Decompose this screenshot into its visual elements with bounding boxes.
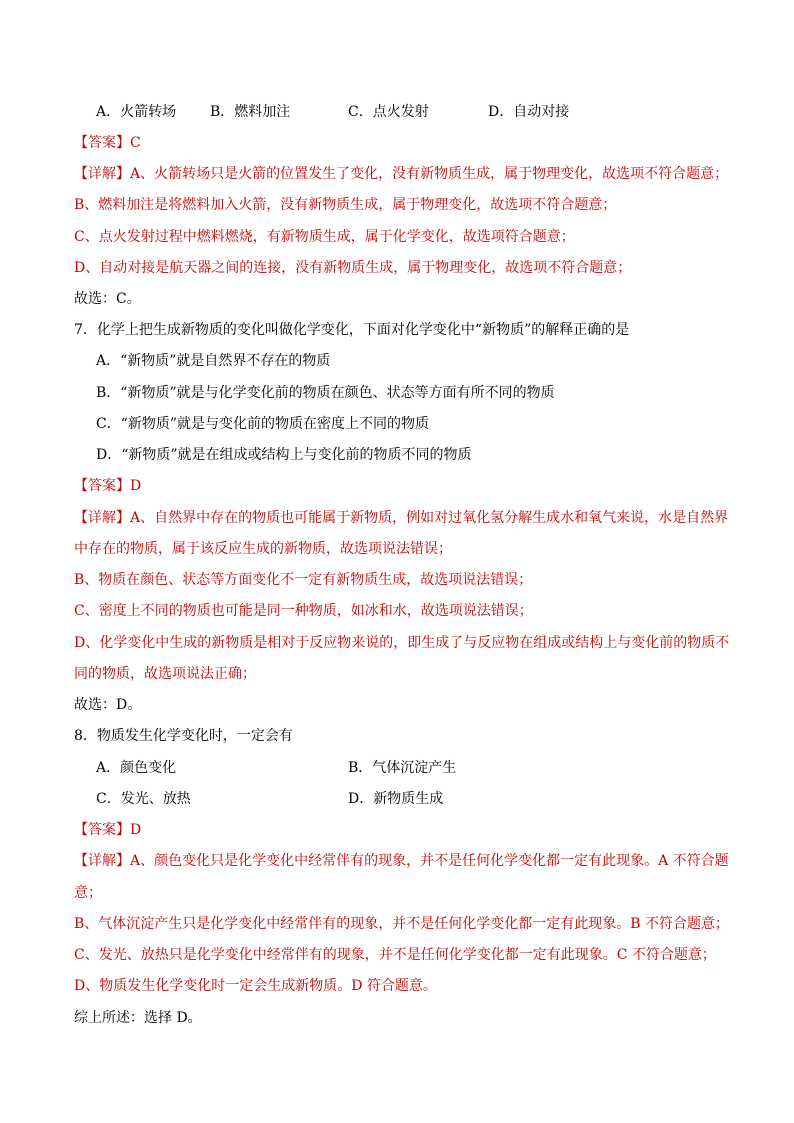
q6-conclusion: 故选：C。 (74, 291, 141, 307)
detail-tag: 【详解】 (74, 853, 130, 869)
q8-answer (74, 820, 141, 840)
q7-detail-line: 中存在的物质，属于该反应生成的新物质，故选项说法错误； (74, 541, 452, 557)
answer-tag: 【答案】 (74, 135, 130, 151)
q8-detail-line: B、气体沉淀产生只是化学变化中经常伴有的现象，并不是任何化学变化都一定有此现象。B 不符合题意； (74, 916, 730, 932)
q6-detail-line: D、自动对接是航天器之间的连接，没有新物质生成，属于物理变化，故选项不符合题意； (74, 260, 632, 276)
q6-answer (74, 133, 141, 153)
q8-detail-line: C、发光、放热只是化学变化中经常伴有的现象，并不是任何化学变化都一定有此现象。C 不符合题意； (74, 947, 716, 963)
q8-option-d: D．新物质生成 (348, 791, 444, 807)
q6-detail-line (74, 164, 728, 184)
q7-detail-line: 同的物质，故选项说法正确； (74, 666, 256, 682)
q8-detail-line: 意； (74, 885, 102, 901)
q6-detail-line: C、点火发射过程中燃料燃烧，有新物质生成，属于化学变化，故选项符合题意； (74, 229, 575, 245)
detail-text: A、颜色变化只是化学变化中经常伴有的现象，并不是任何化学变化都一定有此现象。A 不符合题 (130, 853, 729, 869)
q7-answer (74, 476, 141, 496)
q8-conclusion: 综上所述：选择 D。 (74, 1010, 202, 1026)
q7-option-d: D．“新物质”就是在组成或结构上与变化前的物质不同的物质 (96, 447, 472, 463)
q8-option-b: B．气体沉淀产生 (348, 760, 457, 776)
answer-value: D (130, 478, 142, 494)
detail-text: A、火箭转场只是火箭的位置发生了变化，没有新物质生成，属于物理变化，故选项不符合题意； (130, 166, 729, 182)
q7-stem: 7．化学上把生成新物质的变化叫做化学变化，下面对化学变化中“新物质”的解释正确的是 (74, 322, 630, 338)
q6-option-d: D．自动对接 (488, 104, 570, 120)
detail-tag: 【详解】 (74, 166, 130, 182)
answer-tag: 【答案】 (74, 478, 130, 494)
detail-text: A、自然界中存在的物质也可能属于新物质，例如对过氧化氢分解生成水和氧气来说，水是自然界 (130, 510, 729, 526)
q7-detail-line: C、密度上不同的物质也可能是同一种物质，如冰和水，故选项说法错误； (74, 603, 533, 619)
q7-option-c: C．“新物质”就是与变化前的物质在密度上不同的物质 (96, 416, 430, 432)
answer-value: C (130, 135, 141, 151)
q8-option-a: A．颜色变化 (96, 760, 177, 776)
q7-option-b: B．“新物质”就是与化学变化前的物质在颜色、状态等方面有所不同的物质 (96, 385, 555, 401)
q6-option-a: A．火箭转场 (96, 104, 177, 120)
q8-stem: 8．物质发生化学变化时，一定会有 (74, 728, 293, 744)
q7-detail-line: B、物质在颜色、状态等方面变化不一定有新物质生成，故选项说法错误； (74, 572, 533, 588)
q8-detail-line: D、物质发生化学变化时一定会生成新物质。D 符合题意。 (74, 978, 437, 994)
answer-value: D (130, 822, 142, 838)
q8-detail-line (74, 851, 729, 871)
q6-option-b: B．燃料加注 (210, 104, 291, 120)
q7-option-a: A．“新物质”就是自然界不存在的物质 (96, 353, 331, 369)
q6-option-c: C．点火发射 (348, 104, 429, 120)
q8-option-c: C．发光、放热 (96, 791, 191, 807)
answer-tag: 【答案】 (74, 822, 130, 838)
q7-detail-line: D、化学变化中生成的新物质是相对于反应物来说的，即生成了与反应物在组成或结构上与变化前的物质不 (74, 635, 730, 651)
q7-conclusion: 故选：D。 (74, 697, 142, 713)
q6-detail-line: B、燃料加注是将燃料加入火箭，没有新物质生成，属于物理变化，故选项不符合题意； (74, 197, 617, 213)
detail-tag: 【详解】 (74, 510, 130, 526)
q7-detail-line (74, 508, 728, 528)
